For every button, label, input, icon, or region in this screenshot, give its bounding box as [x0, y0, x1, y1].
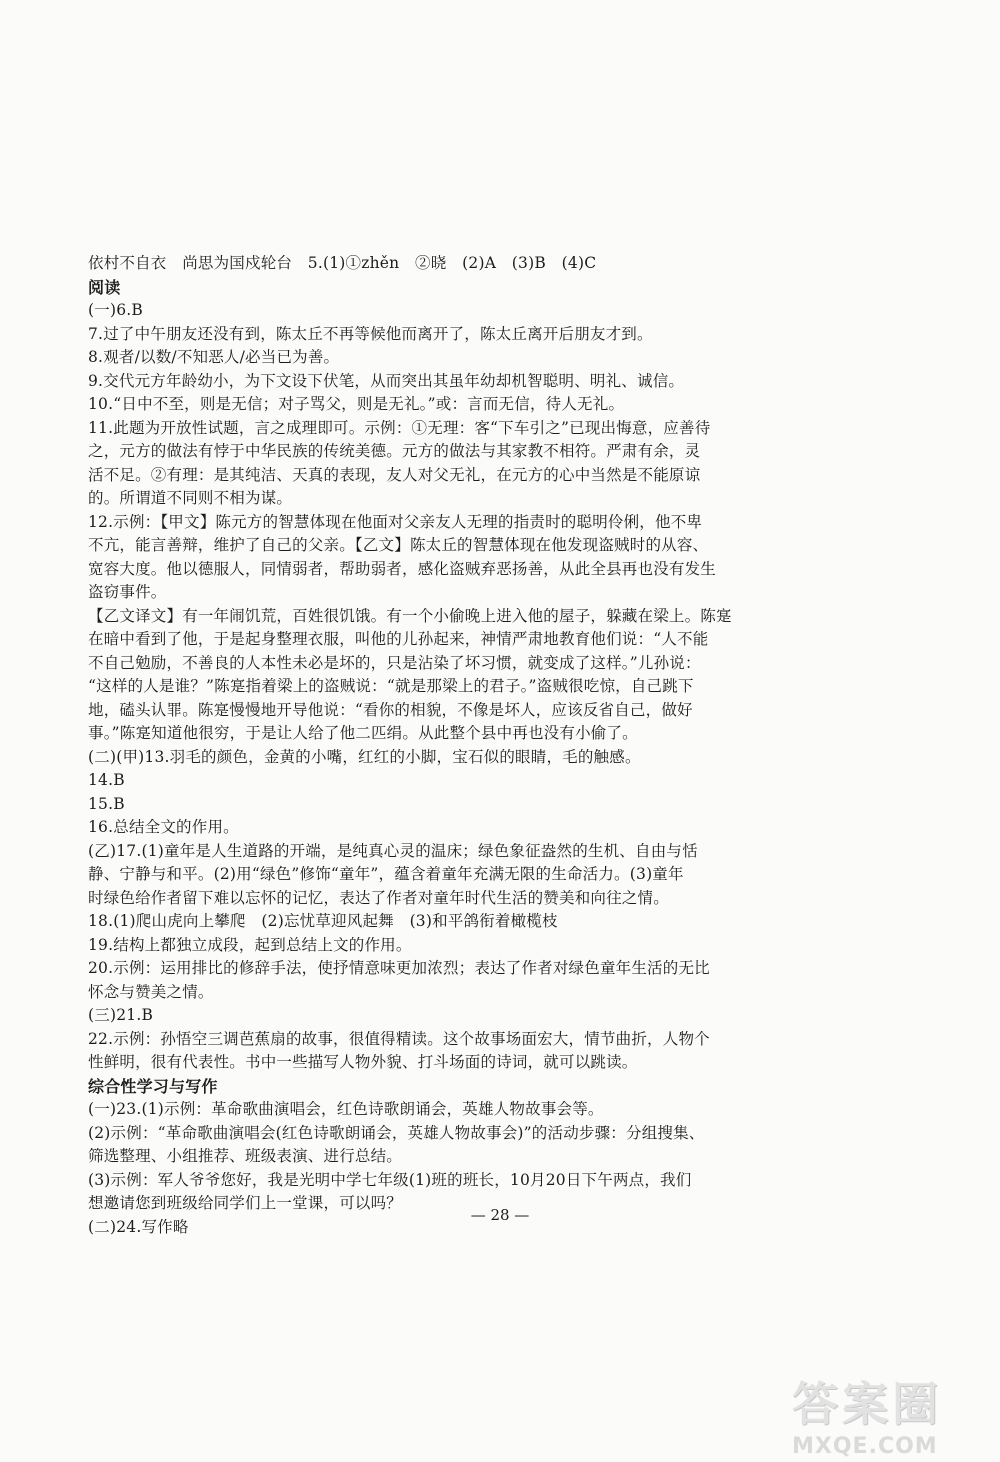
answer-line: 不自己勉励，不善良的人本性未必是坏的，只是沾染了坏习惯，就变成了这样。”儿孙说：	[88, 653, 701, 672]
section-heading: 阅读	[88, 277, 121, 297]
answer-line: 20.示例：运用排比的修辞手法，使抒情意味更加浓烈；表达了作者对绿色童年生活的无比	[88, 959, 710, 977]
answer-line: 筛选整理、小组推荐、班级表演、进行总结。	[88, 1147, 403, 1165]
answer-line: 性鲜明，很有代表性。书中一些描写人物外貌、打斗场面的诗词，就可以跳读。	[88, 1053, 638, 1071]
answer-line: 16.总结全文的作用。	[88, 818, 239, 836]
watermark-title: 答案圈	[792, 1377, 942, 1431]
answer-line: (乙)17.(1)童年是人生道路的开端，是纯真心灵的温床；绿色象征盎然的生机、自由与恬	[88, 841, 698, 860]
answer-line: (三)21.B	[88, 1006, 154, 1024]
answer-line: 11.此题为开放性试题，言之成理即可。示例：①无理：客“下车引之”已现出悔意，应善待	[88, 418, 711, 437]
answer-line: 想邀请您到班级给同学们上一堂课，可以吗？	[88, 1194, 403, 1212]
answer-line: 【乙文译文】有一年闹饥荒，百姓很饥饿。有一个小偷晚上进入他的屋子，躲藏在梁上。陈寔	[88, 606, 732, 625]
answer-line: 9.交代元方年龄幼小，为下文设下伏笔，从而突出其虽年幼却机智聪明、明礼、诚信。	[88, 371, 685, 390]
answer-line: 之，元方的做法有悖于中华民族的传统美德。元方的做法与其家教不相符。严肃有余，灵	[88, 442, 701, 460]
answer-line: 19.结构上都独立成段，起到总结上文的作用。	[88, 935, 412, 954]
answer-line: 事。”陈寔知道他很穷，于是让人给了他二匹绢。从此整个县中再也没有小偷了。	[88, 724, 638, 742]
watermark-url: MXQE.COM	[792, 1434, 938, 1459]
answer-line: 12.示例：【甲文】陈元方的智慧体现在他面对父亲友人无理的指责时的聪明伶俐，他不卑	[88, 512, 703, 531]
watermark-logo	[792, 1368, 982, 1459]
answer-line: 不亢，能言善辩，维护了自己的父亲。【乙文】陈太丘的智慧体现在他发现盗贼时的从容、	[88, 536, 709, 554]
answer-line: “这样的人是谁？”陈寔指着梁上的盗贼说：“就是那梁上的君子。”盗贼很吃惊，自己跳下	[88, 677, 694, 695]
answer-line: 7.过了中午朋友还没有到，陈太丘不再等候他而离开了，陈太丘离开后朋友才到。	[88, 324, 653, 343]
answer-text-block	[88, 252, 948, 1239]
answer-line: (3)示例：军人爷爷您好，我是光明中学七年级(1)班的班长，10月20日下午两点，我们	[88, 1170, 692, 1189]
answer-line: 在暗中看到了他，于是起身整理衣服，叫他的儿孙起来，神情严肃地教育他们说：“人不能	[88, 630, 709, 648]
answer-line: 活不足。②有理：是其纯洁、天真的表现，友人对父无礼，在元方的心中当然是不能原谅	[88, 465, 701, 484]
answer-line: (二)24.写作略	[88, 1217, 189, 1236]
section-heading: 综合性学习与写作	[88, 1076, 218, 1096]
answer-line: 22.示例：孙悟空三调芭蕉扇的故事，很值得精读。这个故事场面宏大，情节曲折，人物个	[88, 1029, 710, 1048]
answer-line: (一)23.(1)示例：革命歌曲演唱会，红色诗歌朗诵会，英雄人物故事会等。	[88, 1100, 604, 1118]
answer-line: (2)示例：“革命歌曲演唱会(红色诗歌朗诵会，英雄人物故事会)”的活动步骤：分组搜集、	[88, 1123, 705, 1142]
answer-line: 的。所谓道不同则不相为谋。	[88, 489, 293, 507]
answer-line: 静、宁静与和平。(2)用“绿色”修饰“童年”，蕴含着童年充满无限的生命活力。(3)童年	[88, 865, 684, 883]
answer-line: (二)(甲)13.羽毛的颜色，金黄的小嘴，红红的小脚，宝石似的眼睛，毛的触感。	[88, 747, 641, 766]
answer-line: 8.观者/以数/不知恶人/必当已为善。	[88, 348, 340, 366]
answer-line: 18.(1)爬山虎向上攀爬 (2)忘忧草迎风起舞 (3)和平鸽衔着橄榄枝	[88, 912, 558, 930]
answer-line: 盗窃事件。	[88, 583, 167, 601]
answer-line: 14.B	[88, 771, 125, 789]
answer-line: 15.B	[88, 794, 125, 813]
answer-line: 地，磕头认罪。陈寔慢慢地开导他说：“看你的相貌，不像是坏人，应该反省自己，做好	[88, 700, 693, 719]
answer-line: 时绿色给作者留下难以忘怀的记忆，表达了作者对童年时代生活的赞美和向往之情。	[88, 888, 669, 907]
answer-line: (一)6.B	[88, 301, 143, 319]
answer-line: 依村不自衣 尚思为国戍轮台 5.(1)①zhěn ②晓 (2)A (3)B (4)C	[88, 254, 597, 272]
answer-line: 怀念与赞美之情。	[88, 982, 214, 1001]
page-number: — 28 —	[470, 1206, 530, 1224]
answer-line: 宽容大度。他以德服人，同情弱者，帮助弱者，感化盗贼弃恶扬善，从此全县再也没有发生	[88, 559, 717, 578]
answer-line: 10.“日中不至，则是无信；对子骂父，则是无礼。”或：言而无信，待人无礼。	[88, 395, 625, 413]
